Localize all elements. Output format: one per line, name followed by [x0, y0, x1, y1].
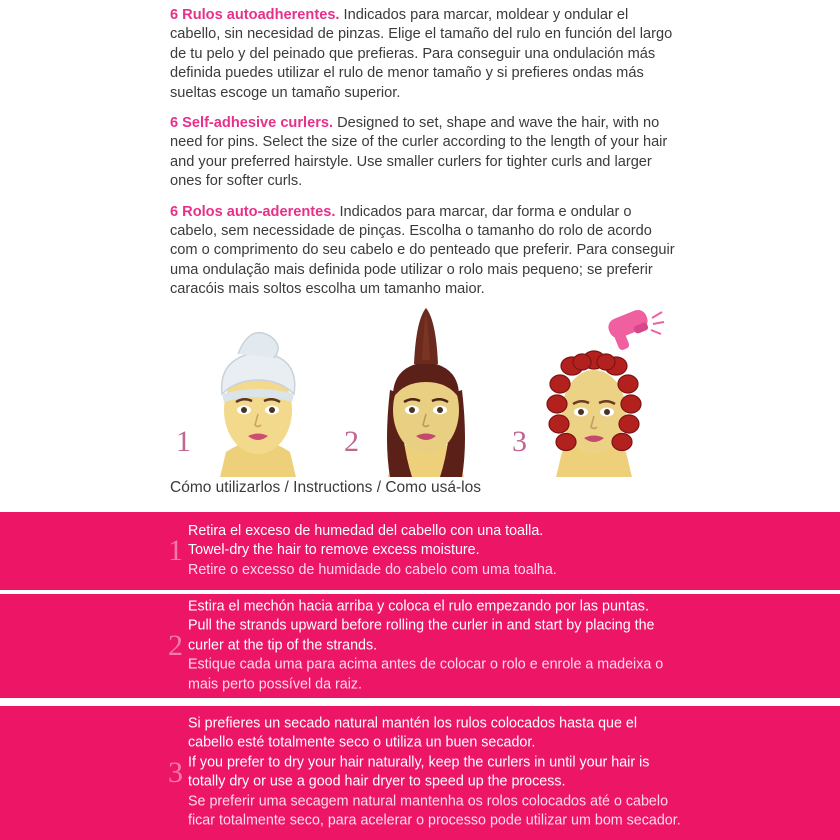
step-band-3: [0, 706, 840, 840]
intro-body-es: Indicados para marcar, moldear y ondular el cabello, sin necesidad de pinzas. Elige el tamaño del rulo en función del largo de tu pelo y del peinado que prefieras. Para conseguir una ondulación más definida puedes utilizar el rulo de menor tamaño y si prefieres ondas más sueltas escoge un tamaño superior.: [170, 7, 673, 101]
step-2-text-en: Pull the strands upward before rolling the curler in and start by placing the curler at the tip of the strands.: [188, 617, 655, 654]
step-3-text-pt: Se preferir uma secagem natural mantenha os rolos colocados até o cabelo ficar totalmente seco, para acelerar o processo pode utilizar um bom secador.: [188, 793, 681, 829]
intro-paragraph-en: [170, 114, 675, 192]
illustration-band: [170, 302, 675, 477]
step-1-lines: [188, 522, 685, 580]
step-1-text-es: Retira el exceso de humedad del cabello con una toalla.: [188, 522, 544, 539]
hairdryer-icon: [606, 307, 664, 351]
intro-lead-pt: 6 Rolos auto-aderentes.: [170, 203, 336, 220]
step-1-number: 1: [168, 534, 183, 567]
step-3-text-en: If you prefer to dry your hair naturally, keep the curlers in until your hair is totally dry or use a good hair dryer to speed up the process.: [188, 754, 650, 790]
intro-body-en: Designed to set, shape and wave the hair, with no need for pins. Select the size of the curler according to the length of your hair and your preferred hairstyle. Use smaller curlers for tighter curls and larger ones for softer curls.: [170, 115, 668, 190]
curlers-with-dryer-icon: [524, 302, 664, 477]
intro-paragraph-es: [170, 6, 675, 103]
intro-text-block: [170, 6, 675, 300]
step-band-1: [0, 512, 840, 590]
figure-2-number: 2: [344, 425, 359, 458]
hair-pulled-up-icon: [356, 302, 496, 477]
figure-3-number: 3: [512, 425, 527, 458]
step-3-lines: [188, 715, 685, 832]
step-3-text-es: Si prefieres un secado natural mantén los rulos colocados hasta que el cabello esté totalmente seco o utiliza un buen secador.: [188, 715, 638, 752]
step-3-number: 3: [168, 756, 183, 789]
figure-3: [506, 302, 674, 477]
intro-paragraph-pt: [170, 203, 675, 300]
step-1-text-en: Towel-dry the hair to remove excess moisture.: [188, 542, 480, 559]
towel-wrapped-hair-icon: [188, 302, 328, 477]
step-2-lines: [188, 597, 685, 694]
intro-body-pt: Indicados para marcar, dar forma e ondular o cabelo, sem necessidade de pinças. Escolha o tamanho do rolo de acordo com o comprimento do seu cabelo e do penteado que preferir. Para conseguir uma ondulação mais definida pode utilizar o rolo mais pequeno; se preferir caracóis mais soltos escolha um tamanho maior.: [170, 203, 675, 298]
howto-title: Cómo utilizarlos / Instructions / Como usá-los: [170, 479, 481, 496]
figure-2: [338, 302, 506, 477]
figure-1: [170, 302, 338, 477]
step-1-text-pt: Retire o excesso de humidade do cabelo com uma toalha.: [188, 561, 557, 578]
step-2-text-pt: Estique cada uma para acima antes de colocar o rolo e enrole a madeixa o mais perto possível da raiz.: [188, 656, 664, 693]
step-2-text-es: Estira el mechón hacia arriba y coloca el rulo empezando por las puntas.: [188, 598, 649, 615]
step-2-number: 2: [168, 629, 183, 662]
figure-1-number: 1: [176, 425, 191, 458]
intro-lead-en: 6 Self-adhesive curlers.: [170, 115, 334, 132]
step-band-2: [0, 594, 840, 698]
intro-lead-es: 6 Rulos autoadherentes.: [170, 7, 340, 23]
